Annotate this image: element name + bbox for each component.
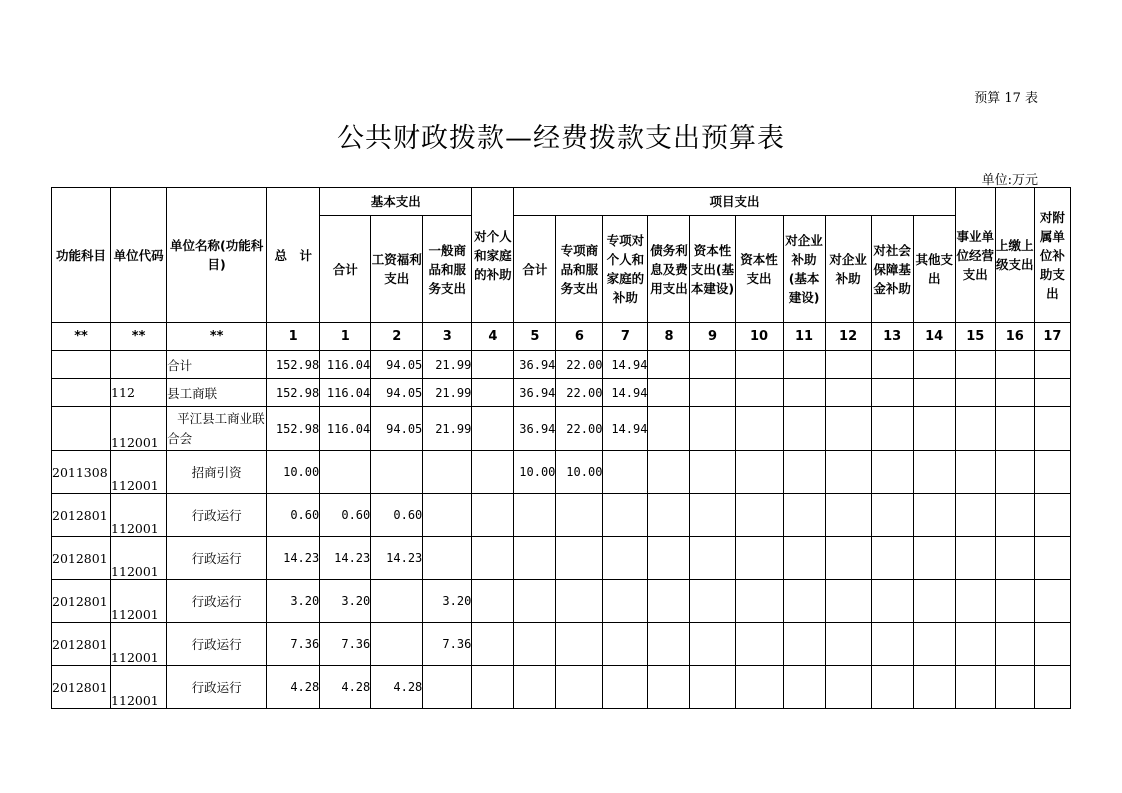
- project-personal-cell: [603, 494, 648, 537]
- header-row-1: [52, 188, 1071, 216]
- empty-cell: [1034, 451, 1070, 494]
- empty-cell: [690, 407, 735, 451]
- unit-code-cell: 112001: [111, 666, 167, 709]
- table-row: [52, 623, 1071, 666]
- project-total-cell: [514, 537, 556, 580]
- unit-code-cell: 112: [111, 379, 167, 407]
- project-personal-cell: 14.94: [603, 379, 648, 407]
- budget-table: [51, 187, 1071, 709]
- empty-cell: [871, 623, 913, 666]
- table-row: [52, 451, 1071, 494]
- total-cell: 152.98: [267, 407, 320, 451]
- basic-total-cell: 7.36: [320, 623, 371, 666]
- index-cell: 4: [472, 323, 514, 351]
- empty-cell: [690, 494, 735, 537]
- project-total-cell: 36.94: [514, 351, 556, 379]
- empty-cell: [955, 407, 995, 451]
- empty-cell: [735, 494, 783, 537]
- index-cell: 15: [955, 323, 995, 351]
- basic-total-cell: 14.23: [320, 537, 371, 580]
- index-cell: **: [52, 323, 111, 351]
- index-cell: 6: [556, 323, 603, 351]
- empty-cell: [783, 351, 825, 379]
- empty-cell: [783, 379, 825, 407]
- table-row: [52, 537, 1071, 580]
- empty-cell: [871, 666, 913, 709]
- empty-cell: [871, 580, 913, 623]
- empty-cell: [1034, 379, 1070, 407]
- basic-wage-cell: 4.28: [371, 666, 423, 709]
- empty-cell: [648, 537, 690, 580]
- empty-cell: [955, 379, 995, 407]
- basic-goods-cell: 21.99: [423, 351, 472, 379]
- empty-cell: [648, 351, 690, 379]
- index-cell: **: [167, 323, 267, 351]
- empty-cell: [1034, 666, 1070, 709]
- total-cell: 10.00: [267, 451, 320, 494]
- basic-total-cell: 4.28: [320, 666, 371, 709]
- col-basic-personal: 对个人和家庭的补助: [472, 188, 514, 323]
- empty-cell: [1034, 580, 1070, 623]
- empty-cell: [871, 494, 913, 537]
- func-code-cell: 2011308: [52, 451, 111, 494]
- index-cell: 8: [648, 323, 690, 351]
- empty-cell: [1034, 623, 1070, 666]
- empty-cell: [783, 666, 825, 709]
- form-number: 预算 17 表: [974, 91, 1038, 106]
- project-personal-cell: [603, 580, 648, 623]
- empty-cell: [783, 451, 825, 494]
- empty-cell: [735, 451, 783, 494]
- index-cell: 12: [825, 323, 871, 351]
- project-total-cell: [514, 494, 556, 537]
- func-code-cell: 2012801: [52, 537, 111, 580]
- empty-cell: [735, 537, 783, 580]
- project-goods-cell: [556, 666, 603, 709]
- empty-cell: [955, 666, 995, 709]
- empty-cell: [648, 407, 690, 451]
- project-total-cell: 36.94: [514, 379, 556, 407]
- project-goods-cell: [556, 494, 603, 537]
- empty-cell: [735, 351, 783, 379]
- col-total: 总 计: [267, 188, 320, 323]
- col-unit-code: 单位代码: [111, 188, 167, 323]
- basic-wage-cell: 0.60: [371, 494, 423, 537]
- basic-goods-cell: [423, 666, 472, 709]
- empty-cell: [783, 623, 825, 666]
- empty-cell: [955, 451, 995, 494]
- empty-cell: [648, 666, 690, 709]
- col-project-enterprise-construction: 对企业补助(基本建设): [783, 216, 825, 323]
- unit-name-cell: 招商引资: [167, 451, 267, 494]
- basic-personal-cell: [472, 407, 514, 451]
- project-personal-cell: [603, 666, 648, 709]
- unit-name-cell: 合计: [167, 351, 267, 379]
- empty-cell: [783, 537, 825, 580]
- empty-cell: [913, 451, 955, 494]
- project-personal-cell: 14.94: [603, 351, 648, 379]
- basic-goods-cell: 3.20: [423, 580, 472, 623]
- table-row: [52, 407, 1071, 451]
- empty-cell: [825, 351, 871, 379]
- basic-total-cell: 116.04: [320, 407, 371, 451]
- project-personal-cell: [603, 623, 648, 666]
- empty-cell: [995, 407, 1034, 451]
- empty-cell: [783, 580, 825, 623]
- basic-total-cell: 3.20: [320, 580, 371, 623]
- basic-goods-cell: [423, 494, 472, 537]
- basic-personal-cell: [472, 351, 514, 379]
- empty-cell: [690, 379, 735, 407]
- empty-cell: [1034, 407, 1070, 451]
- project-goods-cell: [556, 580, 603, 623]
- col-project-debt: 债务利息及费用支出: [648, 216, 690, 323]
- col-unit-name: 单位名称(功能科目): [167, 188, 267, 323]
- unit-code-cell: 112001: [111, 407, 167, 451]
- project-goods-cell: 22.00: [556, 351, 603, 379]
- unit-name-cell: 行政运行: [167, 623, 267, 666]
- empty-cell: [735, 666, 783, 709]
- empty-cell: [648, 580, 690, 623]
- total-cell: 14.23: [267, 537, 320, 580]
- index-cell: 10: [735, 323, 783, 351]
- index-cell: 17: [1034, 323, 1070, 351]
- unit-name-cell: 行政运行: [167, 537, 267, 580]
- col-affiliated: 对附属单位补助支出: [1034, 188, 1070, 323]
- empty-cell: [1034, 494, 1070, 537]
- basic-personal-cell: [472, 537, 514, 580]
- col-project-capital-construction: 资本性支出(基本建设): [690, 216, 735, 323]
- empty-cell: [825, 407, 871, 451]
- basic-wage-cell: [371, 451, 423, 494]
- empty-cell: [690, 537, 735, 580]
- col-basic-total: 合计: [320, 216, 371, 323]
- basic-wage-cell: 14.23: [371, 537, 423, 580]
- table-row: [52, 494, 1071, 537]
- empty-cell: [913, 351, 955, 379]
- index-cell: 2: [371, 323, 423, 351]
- empty-cell: [871, 351, 913, 379]
- empty-cell: [913, 537, 955, 580]
- empty-cell: [825, 580, 871, 623]
- empty-cell: [913, 666, 955, 709]
- func-code-cell: 2012801: [52, 494, 111, 537]
- basic-wage-cell: 94.05: [371, 351, 423, 379]
- func-code-cell: [52, 379, 111, 407]
- empty-cell: [871, 451, 913, 494]
- empty-cell: [690, 666, 735, 709]
- empty-cell: [1034, 351, 1070, 379]
- project-goods-cell: 10.00: [556, 451, 603, 494]
- index-cell: 16: [995, 323, 1034, 351]
- basic-total-cell: 116.04: [320, 379, 371, 407]
- project-total-cell: 10.00: [514, 451, 556, 494]
- empty-cell: [648, 623, 690, 666]
- col-project-goods: 专项商品和服务支出: [556, 216, 603, 323]
- project-goods-cell: 22.00: [556, 379, 603, 407]
- empty-cell: [913, 407, 955, 451]
- empty-cell: [995, 494, 1034, 537]
- col-upper: 上缴上级支出: [995, 188, 1034, 323]
- col-basic-group: 基本支出: [320, 188, 472, 216]
- empty-cell: [825, 537, 871, 580]
- empty-cell: [995, 580, 1034, 623]
- table-row: [52, 379, 1071, 407]
- func-code-cell: 2012801: [52, 580, 111, 623]
- index-cell: 9: [690, 323, 735, 351]
- unit-code-cell: [111, 351, 167, 379]
- basic-wage-cell: 94.05: [371, 407, 423, 451]
- total-cell: 7.36: [267, 623, 320, 666]
- empty-cell: [735, 407, 783, 451]
- index-cell: 5: [514, 323, 556, 351]
- empty-cell: [955, 351, 995, 379]
- project-total-cell: [514, 623, 556, 666]
- unit-label: 单位:万元: [981, 173, 1038, 188]
- total-cell: 3.20: [267, 580, 320, 623]
- empty-cell: [735, 623, 783, 666]
- basic-total-cell: 116.04: [320, 351, 371, 379]
- empty-cell: [825, 494, 871, 537]
- col-basic-wage: 工资福利支出: [371, 216, 423, 323]
- empty-cell: [783, 494, 825, 537]
- empty-cell: [690, 351, 735, 379]
- basic-personal-cell: [472, 580, 514, 623]
- index-cell: 1: [320, 323, 371, 351]
- empty-cell: [735, 580, 783, 623]
- table-row: [52, 580, 1071, 623]
- empty-cell: [690, 580, 735, 623]
- empty-cell: [955, 580, 995, 623]
- empty-cell: [871, 537, 913, 580]
- page-title: 公共财政拨款—经费拨款支出预算表: [337, 123, 785, 154]
- unit-name-cell: 平江县工商业联合会: [167, 407, 267, 451]
- col-enterprise-unit: 事业单位经营支出: [955, 188, 995, 323]
- empty-cell: [871, 407, 913, 451]
- index-cell: 13: [871, 323, 913, 351]
- empty-cell: [995, 666, 1034, 709]
- total-cell: 152.98: [267, 351, 320, 379]
- empty-cell: [995, 351, 1034, 379]
- basic-total-cell: 0.60: [320, 494, 371, 537]
- index-cell: 11: [783, 323, 825, 351]
- project-total-cell: 36.94: [514, 407, 556, 451]
- basic-wage-cell: [371, 580, 423, 623]
- empty-cell: [825, 451, 871, 494]
- col-project-other: 其他支出: [913, 216, 955, 323]
- col-function: 功能科目: [52, 188, 111, 323]
- empty-cell: [825, 666, 871, 709]
- col-project-total: 合计: [514, 216, 556, 323]
- index-cell: 1: [267, 323, 320, 351]
- unit-code-cell: 112001: [111, 537, 167, 580]
- func-code-cell: 2012801: [52, 666, 111, 709]
- unit-name-cell: 行政运行: [167, 580, 267, 623]
- basic-total-cell: [320, 451, 371, 494]
- unit-code-cell: 112001: [111, 623, 167, 666]
- empty-cell: [690, 451, 735, 494]
- func-code-cell: [52, 407, 111, 451]
- project-total-cell: [514, 666, 556, 709]
- unit-code-cell: 112001: [111, 451, 167, 494]
- unit-name-cell: 县工商联: [167, 379, 267, 407]
- empty-cell: [913, 379, 955, 407]
- unit-code-cell: 112001: [111, 494, 167, 537]
- index-row: [52, 323, 1071, 351]
- empty-cell: [995, 537, 1034, 580]
- empty-cell: [913, 623, 955, 666]
- empty-cell: [871, 379, 913, 407]
- total-cell: 152.98: [267, 379, 320, 407]
- project-goods-cell: [556, 537, 603, 580]
- empty-cell: [913, 494, 955, 537]
- col-project-enterprise: 对企业补助: [825, 216, 871, 323]
- basic-personal-cell: [472, 451, 514, 494]
- empty-cell: [735, 379, 783, 407]
- index-cell: 3: [423, 323, 472, 351]
- index-cell: 7: [603, 323, 648, 351]
- func-code-cell: [52, 351, 111, 379]
- empty-cell: [648, 494, 690, 537]
- empty-cell: [783, 407, 825, 451]
- project-personal-cell: [603, 451, 648, 494]
- empty-cell: [825, 379, 871, 407]
- empty-cell: [995, 451, 1034, 494]
- basic-goods-cell: 21.99: [423, 379, 472, 407]
- empty-cell: [955, 494, 995, 537]
- index-cell: **: [111, 323, 167, 351]
- col-project-personal: 专项对个人和家庭的补助: [603, 216, 648, 323]
- table-row: [52, 666, 1071, 709]
- basic-wage-cell: 94.05: [371, 379, 423, 407]
- basic-goods-cell: 7.36: [423, 623, 472, 666]
- basic-goods-cell: 21.99: [423, 407, 472, 451]
- col-basic-goods: 一般商品和服务支出: [423, 216, 472, 323]
- basic-personal-cell: [472, 623, 514, 666]
- empty-cell: [1034, 537, 1070, 580]
- empty-cell: [995, 379, 1034, 407]
- index-cell: 14: [913, 323, 955, 351]
- col-project-group: 项目支出: [514, 188, 955, 216]
- empty-cell: [995, 623, 1034, 666]
- unit-code-cell: 112001: [111, 580, 167, 623]
- project-goods-cell: [556, 623, 603, 666]
- basic-personal-cell: [472, 666, 514, 709]
- empty-cell: [648, 451, 690, 494]
- basic-goods-cell: [423, 451, 472, 494]
- basic-wage-cell: [371, 623, 423, 666]
- project-goods-cell: 22.00: [556, 407, 603, 451]
- total-cell: 0.60: [267, 494, 320, 537]
- project-personal-cell: 14.94: [603, 407, 648, 451]
- empty-cell: [825, 623, 871, 666]
- basic-goods-cell: [423, 537, 472, 580]
- empty-cell: [648, 379, 690, 407]
- empty-cell: [690, 623, 735, 666]
- empty-cell: [913, 580, 955, 623]
- table-row: [52, 351, 1071, 379]
- col-project-social-security: 对社会保障基金补助: [871, 216, 913, 323]
- basic-personal-cell: [472, 494, 514, 537]
- total-cell: 4.28: [267, 666, 320, 709]
- unit-name-cell: 行政运行: [167, 494, 267, 537]
- func-code-cell: 2012801: [52, 623, 111, 666]
- empty-cell: [955, 623, 995, 666]
- unit-name-cell: 行政运行: [167, 666, 267, 709]
- empty-cell: [955, 537, 995, 580]
- col-project-capital: 资本性支出: [735, 216, 783, 323]
- project-personal-cell: [603, 537, 648, 580]
- project-total-cell: [514, 580, 556, 623]
- basic-personal-cell: [472, 379, 514, 407]
